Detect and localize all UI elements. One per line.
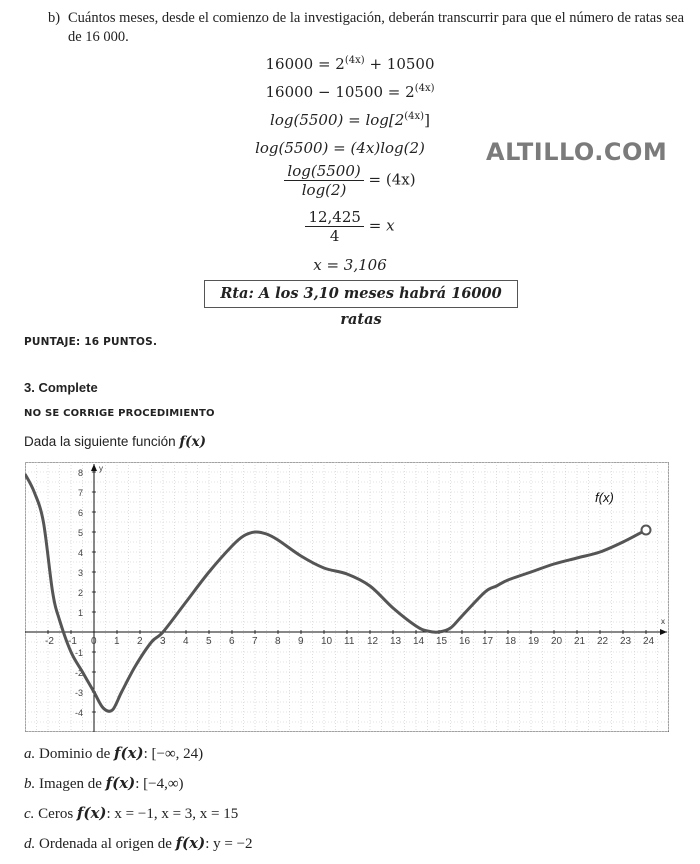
item-d (24, 834, 253, 853)
x-axis-label: x (661, 617, 665, 626)
y-axis-label: y (99, 464, 103, 473)
puntaje-label: PUNTAJE: 16 PUNTOS. (24, 336, 158, 348)
x-tick-label: 8 (275, 636, 281, 647)
section-title: 3. Complete (24, 380, 98, 395)
y-tick-label: -1 (74, 648, 83, 658)
item-d-fn: f(x) (175, 834, 206, 852)
item-d-letter: d. (24, 836, 36, 852)
fraction-2 (305, 208, 364, 245)
item-a-text: Dominio de (35, 746, 114, 762)
y-tick-label: 4 (77, 548, 83, 558)
item-b-value: : [−4,∞) (135, 776, 184, 792)
item-b (24, 774, 184, 793)
x-tick-label: 5 (206, 636, 212, 647)
intro-function: f(x) (179, 434, 206, 450)
equation-1 (0, 55, 700, 73)
item-a-value: : [−∞, 24) (143, 746, 204, 762)
x-tick-label: 19 (528, 636, 540, 647)
fraction-1-den: log(2) (301, 181, 347, 199)
x-tick-label: 16 (459, 636, 471, 647)
x-tick-label: 12 (367, 636, 379, 647)
y-tick-label: 7 (77, 488, 83, 498)
x-tick-label: 11 (344, 636, 355, 647)
equation-3-rhs: ] (424, 111, 430, 129)
watermark-logo: ALTILLO.COM (486, 138, 668, 166)
equation-1-exp: (4x) (344, 55, 365, 66)
function-graph (25, 462, 669, 732)
y-tick-label: 3 (77, 568, 83, 578)
fraction-2-den: 4 (329, 227, 340, 245)
x-tick-label: 17 (482, 636, 494, 647)
x-tick-label: 10 (321, 636, 333, 647)
item-d-value: : y = −2 (205, 836, 253, 852)
fraction-1-rhs: = (4x) (368, 170, 416, 189)
x-tick-label: 20 (551, 636, 563, 647)
intro-text-label: Dada la siguiente función (24, 434, 180, 449)
question-b-text: Cuántos meses, desde el comienzo de la investigación, deberán transcurrir para que el número de ratas sea de 16 000. (68, 10, 685, 45)
x-tick-label: -1 (68, 636, 77, 647)
equation-2 (0, 83, 700, 101)
question-b-label: b) (48, 10, 61, 26)
fraction-1 (284, 162, 363, 199)
item-b-text: Imagen de (35, 776, 106, 792)
fraction-2-num: 12,425 (305, 208, 364, 227)
item-c (24, 804, 238, 823)
x-tick-label: 7 (252, 636, 258, 647)
equation-1-lhs: 16000 = 2 (265, 55, 345, 73)
item-a (24, 744, 203, 763)
item-c-letter: c. (24, 806, 35, 822)
no-corrige-label: NO SE CORRIGE PROCEDIMIENTO (24, 408, 215, 419)
equation-3-lhs: log(5500) = log[2 (270, 111, 405, 129)
fraction-2-rhs: = x (368, 216, 395, 235)
item-c-fn: f(x) (76, 804, 107, 822)
x-tick-label: 1 (114, 636, 120, 647)
answer-box: Rta: A los 3,10 meses habrá 16000 ratas (204, 280, 518, 308)
y-tick-label: -4 (74, 708, 83, 718)
intro-text (24, 434, 206, 450)
y-tick-label: 2 (77, 588, 83, 598)
fraction-1-num: log(5500) (284, 162, 363, 181)
equation-2-lhs: 16000 − 10500 = 2 (265, 83, 415, 101)
item-b-letter: b. (24, 776, 36, 792)
y-tick-label: -3 (74, 688, 83, 698)
x-tick-label: 24 (643, 636, 655, 647)
x-tick-label: 4 (183, 636, 189, 647)
result-equation: x = 3,106 (313, 256, 387, 274)
x-tick-label: 13 (390, 636, 402, 647)
item-a-letter: a. (24, 746, 36, 762)
x-tick-label: 22 (597, 636, 609, 647)
y-tick-label: 8 (77, 468, 83, 478)
x-tick-label: 9 (298, 636, 304, 647)
equation-3-exp: (4x) (404, 111, 425, 122)
item-b-fn: f(x) (105, 774, 136, 792)
x-tick-label: 14 (413, 636, 425, 647)
x-tick-label: 6 (229, 636, 235, 647)
x-tick-label: -2 (45, 636, 54, 647)
function-label: f(x) (595, 490, 614, 505)
equation-2-exp: (4x) (414, 83, 435, 94)
x-tick-label: 0 (91, 636, 97, 647)
y-tick-label: 1 (77, 608, 83, 618)
item-a-fn: f(x) (114, 744, 144, 762)
x-tick-label: 3 (160, 636, 166, 647)
x-tick-label: 23 (620, 636, 632, 647)
equation-7 (0, 256, 700, 274)
equation-1-rhs: + 10500 (364, 55, 435, 73)
item-c-text: Ceros (34, 806, 77, 822)
equation-3 (0, 111, 700, 129)
x-tick-label: 21 (574, 636, 586, 647)
y-tick-label: 5 (77, 528, 83, 538)
x-tick-label: 18 (505, 636, 517, 647)
item-c-value: : x = −1, x = 3, x = 15 (106, 806, 239, 822)
y-tick-label: -2 (74, 668, 83, 678)
open-endpoint (642, 526, 651, 535)
y-tick-label: 6 (77, 508, 83, 518)
x-tick-label: 15 (436, 636, 448, 647)
equation-5 (0, 162, 700, 199)
item-d-text: Ordenada al origen de (35, 836, 176, 852)
x-tick-label: 2 (137, 636, 143, 647)
equation-4-lhs: log(5500) = (4x)log(2) (255, 139, 425, 157)
question-b (48, 9, 688, 47)
equation-6 (0, 208, 700, 245)
